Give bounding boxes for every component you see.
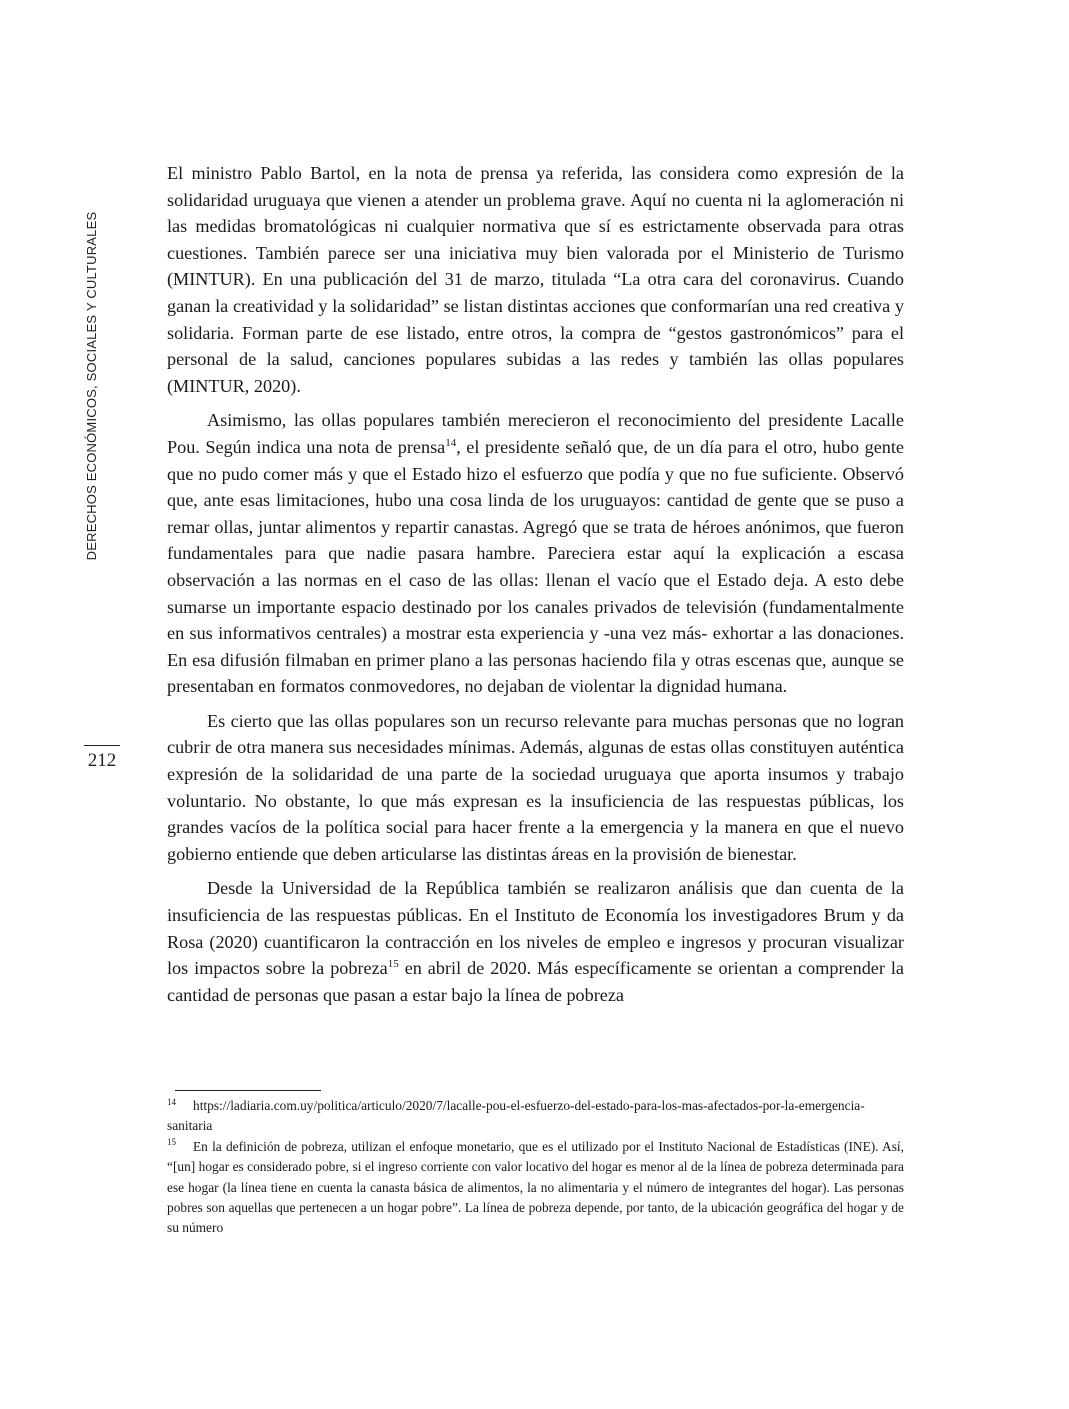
paragraph-3	[167, 708, 904, 868]
paragraph-text: Asimismo, las ollas populares también merecieron el reconocimiento del presidente Lacalle Pou. Según indica una nota de prensa	[167, 410, 904, 457]
page-number: 212	[87, 750, 117, 771]
running-head: DERECHOS ECONÓMICOS, SOCIALES Y CULTURALES	[84, 211, 99, 561]
page-number-rule	[84, 745, 120, 746]
footnotes	[167, 1096, 904, 1239]
paragraph-text: Es cierto que las ollas populares son un recurso relevante para muchas personas que no logran cubrir de otra manera sus necesidades mínimas. Además, algunas de estas ollas constituyen auténtica expresión de la solidaridad de una parte de la sociedad uruguaya que aporta insumos y trabajo voluntario. No obstante, lo que más expresan es la insuficiencia de las respuestas públicas, los grandes vacíos de la política social para hacer frente a la emergencia y la manera en que el nuevo gobierno entiende que deben articularse las distintas áreas en la provisión de bienestar.	[167, 710, 904, 864]
footnote-14: 14 https://ladiaria.com.uy/politica/articulo/2020/7/lacalle-pou-el-esfuerzo-del-estado-para-los-mas-afectados-por-la-emergencia-sanitaria	[167, 1096, 865, 1134]
paragraph-text: El ministro Pablo Bartol, en la nota de prensa ya referida, las considera como expresión de la solidaridad uruguaya que vienen a atender un problema grave. Aquí no cuenta ni la aglomeración ni las medidas bromatológicas ni cualquier normativa que sí es estrictamente observada para otras cuestiones. También parece ser una iniciativa muy bien valorada por el Ministerio de Turismo (MINTUR). En una publicación del 31 de marzo, titulada “La otra cara del coronavirus. Cuando ganan la creatividad y la solidaridad” se listan distintas acciones que conformarían una red creativa y solidaria. Forman parte de ese listado, entre otros, la compra de “gestos gastronómicos” para el personal de la salud, canciones populares subidas a las redes y también las ollas populares (MINTUR, 2020).	[167, 163, 904, 396]
paragraph-text: , el presidente señaló que, de un día para el otro, hubo gente que no pudo comer más y que el Estado hizo el esfuerzo que podía y que no fue suficiente. Observó que, ante esas limitaciones, hubo una cosa linda de los uruguayos: cantidad de gente que se puso a remar ollas, juntar alimentos y repartir canastas. Agregó que se trata de héroes anónimos, que fueron fundamentales para que nadie pasara hambre. Pareciera estar aquí la explicación a escasa observación a las normas en el caso de las ollas: llenan el vacío que el Estado deja. A esto debe sumarse un importante espacio destinado por los canales privados de televisión (fundamentalmente en sus informativos centrales) a mostrar esta experiencia y -una vez más- exhortar a las donaciones. En esa difusión filmaban en primer plano a las personas haciendo fila y otras escenas que, aunque se presentaban en formatos conmovedores, no dejaban de violentar la dignidad humana.	[167, 436, 904, 697]
footnote-15: 15 En la definición de pobreza, utilizan el enfoque monetario, que es el utilizado por el Instituto Nacional de Estadísticas (INE). Así, “[un] hogar es considerado pobre, si el ingreso corriente con valor locativo del hogar es menor al de la línea de pobreza determinada para ese hogar (la línea tiene en cuenta la canasta básica de alimentos, la no alimentaria y el número de integrantes del hogar). Las personas pobres son aquellas que pertenecen a un hogar pobre”. La línea de pobreza depende, por tanto, de la ubicación geográfica del hogar y de su número	[167, 1137, 904, 1236]
footnote-reference-14[interactable]: 14	[445, 436, 457, 449]
paragraph-1	[167, 160, 904, 399]
footnote-reference-15[interactable]: 15	[387, 958, 399, 971]
body-text	[167, 160, 904, 1016]
footnote-text: En la definición de pobreza, utilizan el enfoque monetario, que es el utilizado por el Instituto Nacional de Estadísticas (INE). Así, “[un] hogar es considerado pobre, si el ingreso corriente con valor locativo del hogar es menor al de la línea de pobreza determinada para ese hogar (la línea tiene en cuenta la canasta básica de alimentos, la no alimentaria y el número de integrantes del hogar). Las personas pobres son aquellas que pertenecen a un hogar pobre”. La línea de pobreza depende, por tanto, de la ubicación geográfica del hogar y de su número	[167, 1138, 904, 1236]
footnote-link[interactable]: https://ladiaria.com.uy/politica/articulo/2020/7/lacalle-pou-el-esfuerzo-del-estado-para-los-mas-afectados-por-la-emergencia-sanitaria	[167, 1098, 865, 1134]
paragraph-text: Desde la Universidad de la República también se realizaron análisis que dan cuenta de la insuficiencia de las respuestas públicas. En el Instituto de Economía los investigadores Brum y da Rosa (2020) cuantificaron la contracción en los niveles de empleo e ingresos y procuran visualizar los impactos sobre la pobreza	[167, 878, 904, 979]
paragraph-text: en abril de 2020. Más específicamente se orientan a comprender la cantidad de personas que pasan a estar bajo la línea de pobreza	[167, 958, 904, 1005]
paragraph-2	[167, 407, 904, 700]
footnote-separator	[175, 1090, 321, 1091]
paragraph-4	[167, 875, 904, 1008]
